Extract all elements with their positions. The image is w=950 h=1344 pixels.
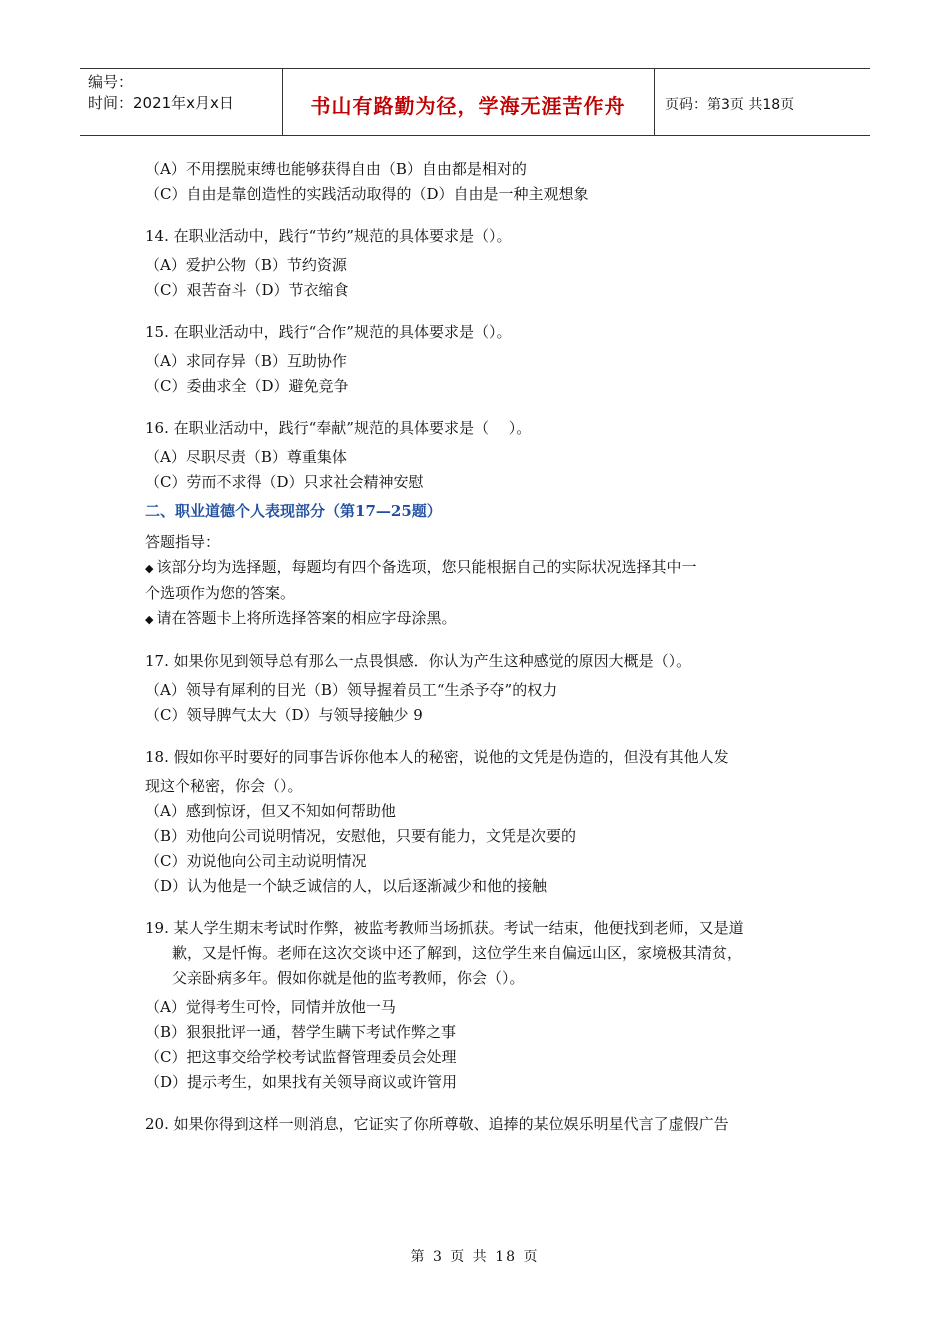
option-line: （A）感到惊讶，但又不知如何帮助他 xyxy=(145,802,396,820)
option-line: （C）劳而不求得（D）只求社会精神安慰 xyxy=(145,473,424,491)
document-number: 编号： xyxy=(88,73,134,91)
question-continued: 现这个秘密，你会（）。 xyxy=(145,777,303,795)
header-meta xyxy=(88,72,234,114)
question: 14. 在职业活动中，践行“节约”规范的具体要求是（）。 xyxy=(145,227,512,245)
option-line: （B）狠狠批评一通，替学生瞒下考试作弊之事 xyxy=(145,1023,457,1041)
option-line: （C）领导脾气太大（D）与领导接触少 9 xyxy=(145,706,423,724)
option-line: （C）委曲求全（D）避免竞争 xyxy=(145,377,349,395)
option-line: （D）认为他是一个缺乏诚信的人，以后逐渐减少和他的接触 xyxy=(145,877,548,895)
header-top-rule xyxy=(80,68,870,69)
option-line: （A）尽职尽责（B）尊重集体 xyxy=(145,448,347,466)
option-line: （A）爱护公物（B）节约资源 xyxy=(145,256,347,274)
option-line: （A）觉得考生可怜，同情并放他一马 xyxy=(145,998,396,1016)
question: 17. 如果你见到领导总有那么一点畏惧感．你认为产生这种感觉的原因大概是（）。 xyxy=(145,652,692,670)
guide-item: ◆ 请在答题卡上将所选择答案的相应字母涂黑。 xyxy=(145,609,457,627)
question: 19. 某人学生期末考试时作弊，被监考教师当场抓获。考试一结束，他便找到老师，又是道 xyxy=(145,919,744,937)
option-line: （C）自由是靠创造性的实践活动取得的（D）自由是一种主观想象 xyxy=(145,185,589,203)
page-footer: 第 3 页 共 18 页 xyxy=(410,1249,540,1265)
question-continued: 父亲卧病多年。假如你就是他的监考教师，你会（）。 xyxy=(172,969,525,987)
option-line: （B）劝他向公司说明情况，安慰他，只要有能力，文凭是次要的 xyxy=(145,827,577,845)
guide-title: 答题指导： xyxy=(145,533,221,551)
guide-item: ◆ 该部分均为选择题，每题均有四个备选项，您只能根据自己的实际状况选择其中一 xyxy=(145,558,697,576)
section-heading: 二、职业道德个人表现部分（第17—25题） xyxy=(145,502,442,520)
diamond-bullet-icon: ◆ xyxy=(145,613,154,626)
option-line: （A）求同存异（B）互助协作 xyxy=(145,352,347,370)
option-line: （D）提示考生，如果找有关领导商议或许管用 xyxy=(145,1073,458,1091)
header-motto: 书山有路勤为径，学海无涯苦作舟 xyxy=(310,94,626,118)
guide-item-continued: 个选项作为您的答案。 xyxy=(145,584,296,602)
option-line: （A）领导有犀利的目光（B）领导握着员工“生杀予夺”的权力 xyxy=(145,681,558,699)
header-bottom-rule xyxy=(80,135,870,136)
option-line: （C）艰苦奋斗（D）节衣缩食 xyxy=(145,281,349,299)
document-date: 时间：2021年x月x日 xyxy=(88,94,234,112)
document-body xyxy=(145,157,835,1137)
question: 16. 在职业活动中，践行“奉献”规范的具体要求是（ ）。 xyxy=(145,419,532,437)
option-line: （C）把这事交给学校考试监督管理委员会处理 xyxy=(145,1048,457,1066)
question: 15. 在职业活动中，践行“合作”规范的具体要求是（）。 xyxy=(145,323,512,341)
question: 18. 假如你平时要好的同事告诉你他本人的秘密，说他的文凭是伪造的，但没有其他人发 xyxy=(145,748,729,766)
header-page-info: 页码：第3页 共18页 xyxy=(665,97,795,113)
option-line: （C）劝说他向公司主动说明情况 xyxy=(145,852,367,870)
diamond-bullet-icon: ◆ xyxy=(145,562,154,575)
header-divider xyxy=(654,68,655,136)
question-continued: 歉，又是忏悔。老师在这次交谈中还了解到，这位学生来自偏远山区，家境极其清贫， xyxy=(172,944,743,962)
option-line: （A）不用摆脱束缚也能够获得自由（B）自由都是相对的 xyxy=(145,160,527,178)
question: 20. 如果你得到这样一则消息，它证实了你所尊敬、追捧的某位娱乐明星代言了虚假广告 xyxy=(145,1115,729,1133)
